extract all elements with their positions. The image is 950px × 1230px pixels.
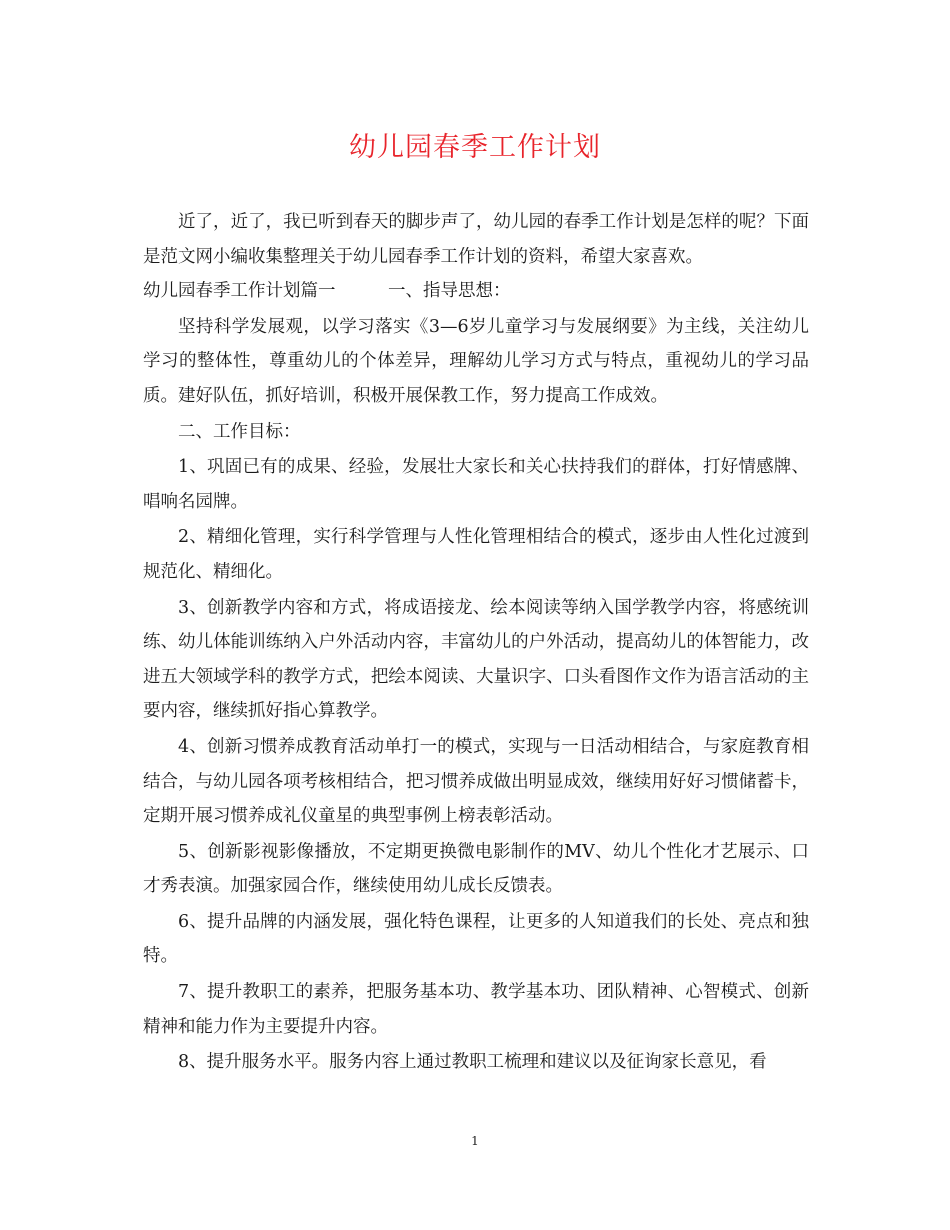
goal-item-6: 6、提升品牌的内涵发展，强化特色课程，让更多的人知道我们的长处、亮点和独特。	[143, 911, 809, 967]
goal-item-5: 5、创新影视影像播放，不定期更换微电影制作的MV、幼儿个性化才艺展示、口才秀表演。加强家园合作，继续使用幼儿成长反馈表。	[143, 841, 809, 897]
goal-item-1: 1、巩固已有的成果、经验，发展壮大家长和关心扶持我们的群体，打好情感牌、唱响名园牌。	[143, 457, 809, 512]
goal-item-2: 2、精细化管理，实行科学管理与人性化管理相结合的模式，逐步由人性化过渡到规范化、精细化。	[143, 527, 809, 582]
goal-item-8: 8、提升服务水平。服务内容上通过教职工梳理和建议以及征询家长意见，看	[178, 1052, 767, 1073]
section-heading: 幼儿园春季工作计划篇一 一、指导思想：	[143, 281, 511, 302]
goals-heading: 二、工作目标：	[178, 421, 301, 442]
document-body	[143, 205, 809, 1080]
goal-item-4: 4、创新习惯养成教育活动单打一的模式，实现与一日活动相结合，与家庭教育相结合，与幼儿园各项考核相结合，把习惯养成做出明显成效，继续用好好习惯储蓄卡，定期开展习惯养成礼仪童星的典型事例上榜表彰活动。	[143, 736, 809, 827]
guiding-thought-paragraph: 坚持科学发展观，以学习落实《3—6岁儿童学习与发展纲要》为主线，关注幼儿学习的整体性，尊重幼儿的个体差异，理解幼儿学习方式与特点，重视幼儿的学习品质。建好队伍，抓好培训，积极开展保教工作，努力提高工作成效。	[143, 316, 809, 406]
page-number: 1	[471, 1134, 479, 1148]
page-title: 幼儿园春季工作计划	[349, 132, 601, 163]
intro-paragraph: 近了，近了，我已听到春天的脚步声了，幼儿园的春季工作计划是怎样的呢？下面是范文网小编收集整理关于幼儿园春季工作计划的资料，希望大家喜欢。	[143, 212, 809, 267]
goal-item-3: 3、创新教学内容和方式，将成语接龙、绘本阅读等纳入国学教学内容，将感统训练、幼儿体能训练纳入户外活动内容，丰富幼儿的户外活动，提高幼儿的体智能力，改进五大领域学科的教学方式，把绘本阅读、大量识字、口头看图作文作为语言活动的主要内容，继续抓好指心算教学。	[143, 597, 809, 722]
goal-item-7: 7、提升教职工的素养，把服务基本功、教学基本功、团队精神、心智模式、创新精神和能力作为主要提升内容。	[143, 982, 809, 1037]
